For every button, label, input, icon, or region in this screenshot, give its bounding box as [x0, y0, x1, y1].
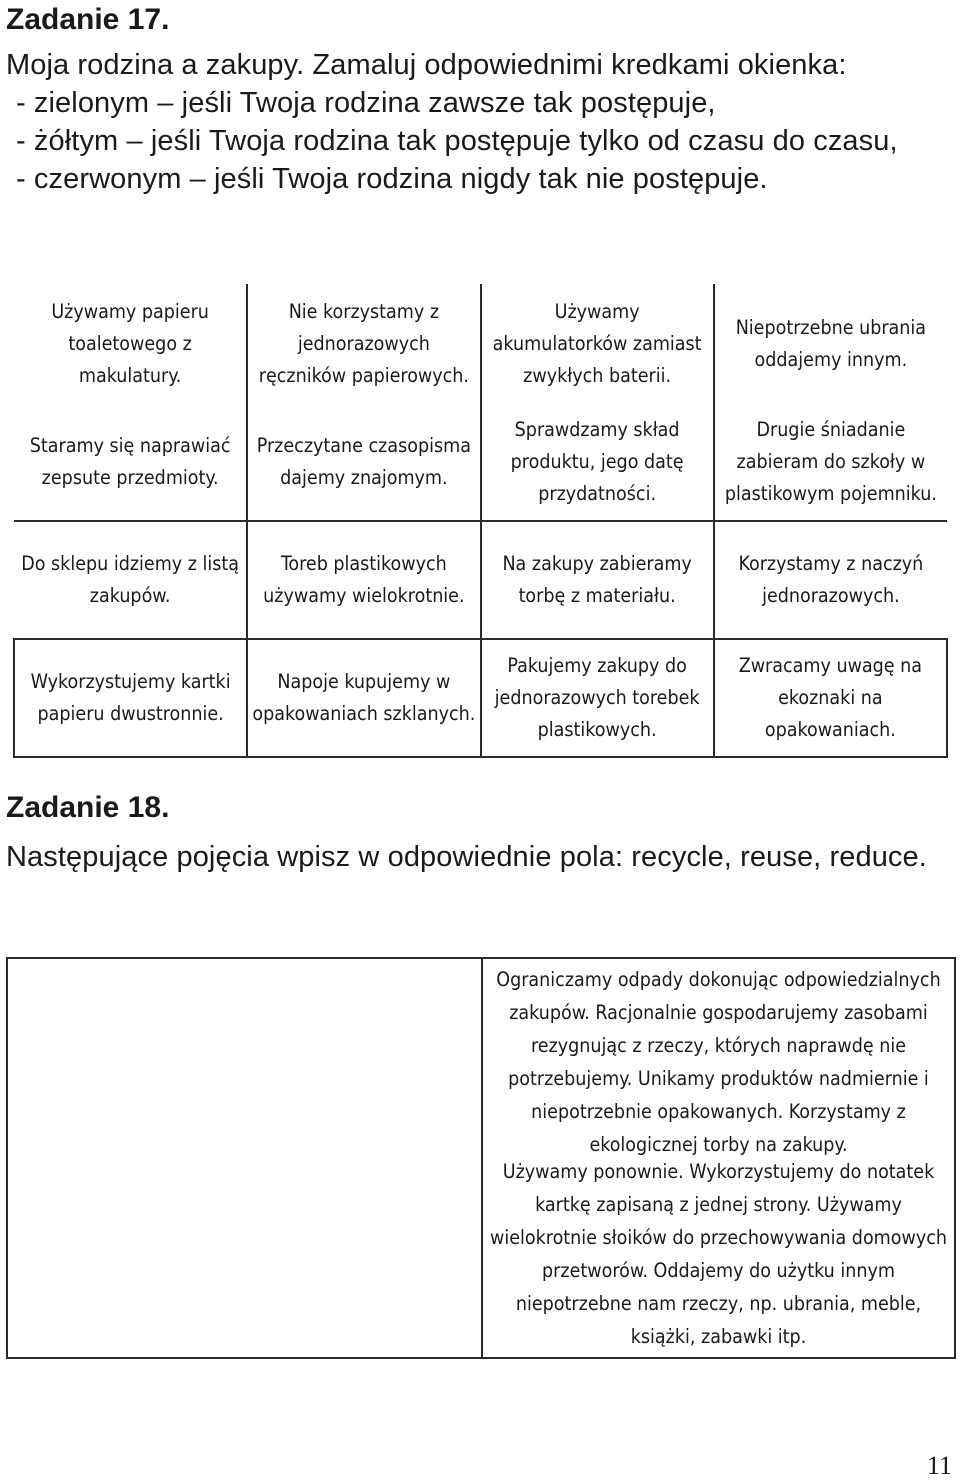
grid-cell[interactable]: Korzystamy z naczyń jednorazowych.	[714, 521, 947, 639]
grid-cell[interactable]: Napoje kupujemy w opakowaniach szklanych.	[247, 639, 480, 757]
grid-cell[interactable]: Drugie śniadanie zabieram do szkoły w plastikowym pojemniku.	[714, 404, 947, 521]
task18-description-reuse: Używamy ponownie. Wykorzystujemy do notatek kartkę zapisaną z jednej strony. Używamy wielokrotnie słoików do przechowywania domowych przetworów. Oddajemy do użytku innym niepotrzebne nam rzeczy, np. ubrania, meble, książki, zabawki itp.	[490, 1160, 947, 1348]
grid-cell[interactable]: Pakujemy zakupy do jednorazowych torebek plastikowych.	[481, 639, 714, 757]
grid-row	[14, 639, 947, 757]
grid-cell[interactable]: Niepotrzebne ubrania oddajemy innym.	[714, 284, 947, 404]
task18-description-cell	[483, 1155, 954, 1357]
grid-cell[interactable]: Przeczytane czasopisma dajemy znajomym.	[247, 404, 480, 521]
grid-cell[interactable]: Zwracamy uwagę na ekoznaki na opakowaniach.	[714, 639, 947, 757]
page-number: 11	[926, 1451, 952, 1480]
grid-row	[14, 521, 947, 639]
task18-instruction: Następujące pojęcia wpisz w odpowiednie pola: recycle, reuse, reduce.	[6, 841, 927, 873]
grid-cell[interactable]: Nie korzystamy z jednorazowych ręczników papierowych.	[247, 284, 480, 404]
grid-cell[interactable]: Na zakupy zabieramy torbę z materiału.	[481, 521, 714, 639]
task17-intro: Moja rodzina a zakupy. Zamaluj odpowiednimi kredkami okienka:	[6, 49, 847, 81]
grid-cell[interactable]: Wykorzystujemy kartki papieru dwustronnie.	[14, 639, 247, 757]
grid-cell[interactable]: Używamy papieru toaletowego z makulatury.	[14, 284, 247, 404]
grid-cell[interactable]: Toreb plastikowych używamy wielokrotnie.	[247, 521, 480, 639]
task17-coloring-grid	[13, 284, 948, 758]
task18-description-cell	[483, 959, 954, 1155]
task17-bullet-green: - zielonym – jeśli Twoja rodzina zawsze tak postępuje,	[16, 87, 716, 119]
task18-answer-field[interactable]	[8, 959, 483, 1357]
task17-bullet-red: - czerwonym – jeśli Twoja rodzina nigdy tak nie postępuje.	[16, 163, 768, 195]
task18-title: Zadanie 18.	[6, 791, 170, 824]
task17-title: Zadanie 17.	[6, 3, 170, 36]
grid-row	[14, 404, 947, 521]
grid-cell[interactable]: Do sklepu idziemy z listą zakupów.	[14, 521, 247, 639]
task17-bullet-yellow: - żółtym – jeśli Twoja rodzina tak postępuje tylko od czasu do czasu,	[16, 125, 898, 157]
grid-row	[14, 284, 947, 404]
task18-descriptions	[483, 959, 954, 1357]
grid-cell[interactable]: Używamy akumulatorków zamiast zwykłych baterii.	[481, 284, 714, 404]
grid-cell[interactable]: Sprawdzamy skład produktu, jego datę przydatności.	[481, 404, 714, 521]
task18-description-reduce: Ograniczamy odpady dokonując odpowiedzialnych zakupów. Racjonalnie gospodarujemy zasobami rezygnując z rzeczy, których naprawdę nie potrzebujemy. Unikamy produktów nadmiernie i niepotrzebnie opakowanych. Korzystamy z ekologicznej torby na zakupy.	[496, 968, 941, 1156]
grid-cell[interactable]: Staramy się naprawiać zepsute przedmioty.	[14, 404, 247, 521]
task18-answer-table	[6, 957, 956, 1359]
task17-instructions	[6, 46, 956, 198]
